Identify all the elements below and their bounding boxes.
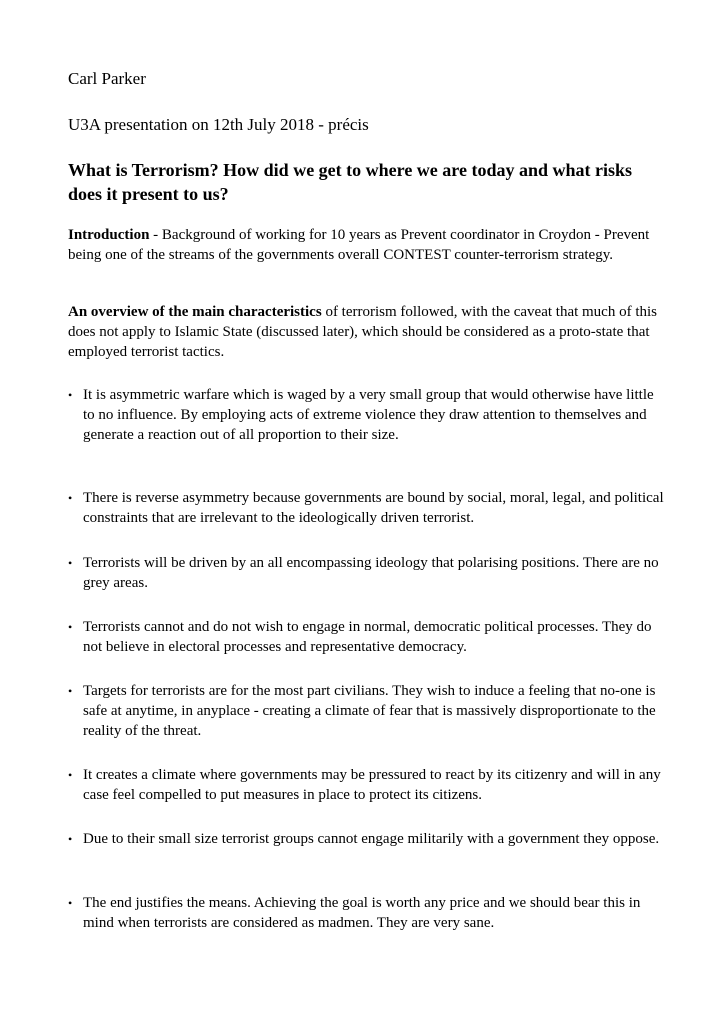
list-item bbox=[68, 681, 668, 741]
bullet-icon: • bbox=[68, 768, 73, 782]
document-heading: What is Terrorism? How did we get to where we are today and what risks does it present to us? bbox=[68, 160, 632, 204]
list-item bbox=[68, 765, 668, 805]
list-item bbox=[68, 553, 668, 593]
list-item-text: Terrorists cannot and do not wish to engage in normal, democratic political processes. They do not believe in electoral processes and representative democracy. bbox=[83, 619, 652, 655]
overview-text: of terrorism followed, with the caveat that much of this does not apply to Islamic State (discussed later), which should be considered as a proto-state that employed terrorist tactics. bbox=[68, 304, 658, 360]
list-item-text: Due to their small size terrorist groups cannot engage militarily with a government they oppose. bbox=[83, 831, 660, 847]
bullet-icon: • bbox=[68, 684, 73, 698]
list-item-text: There is reverse asymmetry because governments are bound by social, moral, legal, and political constraints that are irrelevant to the ideologically driven terrorist. bbox=[83, 490, 664, 526]
presentation-subtitle: U3A presentation on 12th July 2018 - précis bbox=[68, 115, 369, 134]
overview-paragraph bbox=[68, 302, 658, 362]
list-item-text: It is asymmetric warfare which is waged by a very small group that would otherwise have little to no influence. By employing acts of extreme violence they draw attention to themselves and generate a reaction out of all proportion to their size. bbox=[83, 387, 654, 443]
author-name: Carl Parker bbox=[68, 69, 146, 88]
list-item bbox=[68, 893, 668, 933]
bullet-icon: • bbox=[68, 832, 73, 846]
bullet-icon: • bbox=[68, 491, 73, 505]
overview-label: An overview of the main characteristics bbox=[68, 304, 322, 320]
list-item-text: The end justifies the means. Achieving the goal is worth any price and we should bear this in mind when terrorists are considered as madmen. They are very sane. bbox=[83, 895, 641, 931]
bullet-icon: • bbox=[68, 896, 73, 910]
introduction-paragraph bbox=[68, 225, 658, 265]
bullet-icon: • bbox=[68, 388, 73, 402]
introduction-label: Introduction bbox=[68, 227, 150, 243]
list-item bbox=[68, 829, 659, 849]
list-item bbox=[68, 488, 668, 528]
list-item bbox=[68, 617, 668, 657]
list-item-text: Terrorists will be driven by an all encompassing ideology that polarising positions. There are no grey areas. bbox=[83, 555, 659, 591]
bullet-icon: • bbox=[68, 620, 73, 634]
bullet-icon: • bbox=[68, 556, 73, 570]
list-item-text: It creates a climate where governments may be pressured to react by its citizenry and will in any case feel compelled to put measures in place to protect its citizens. bbox=[83, 767, 661, 803]
introduction-text: - Background of working for 10 years as Prevent coordinator in Croydon - Prevent being one of the streams of the governments overall CONTEST counter-terrorism strategy. bbox=[68, 227, 650, 263]
list-item-text: Targets for terrorists are for the most part civilians. They wish to induce a feeling that no-one is safe at anytime, in anyplace - creating a climate of fear that is massively disproportionate to the reality of the threat. bbox=[83, 683, 656, 739]
list-item bbox=[68, 385, 668, 445]
